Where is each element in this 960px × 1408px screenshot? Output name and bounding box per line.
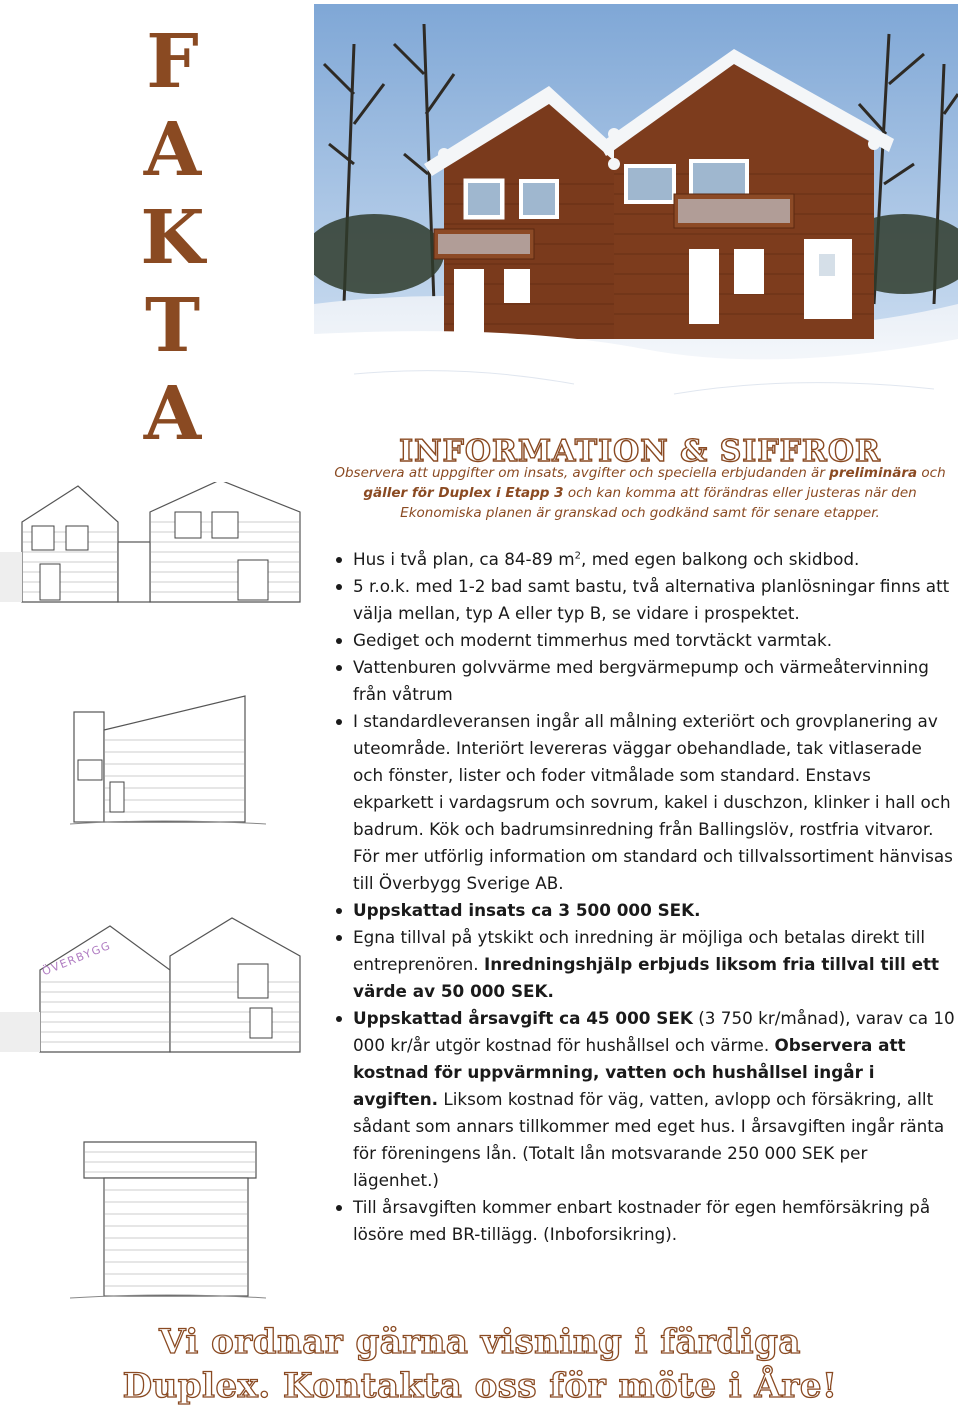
fact-emphasis: Observera att kostnad för uppvärmning, vatten och hushållsel ingår i avgiften. [353, 1035, 906, 1109]
fact-item [330, 546, 955, 573]
fact-text: (3 750 kr/månad), varav ca 10 000 kr/år utgör kostnad för hushållsel och värme. [353, 1008, 955, 1055]
fact-emphasis: Uppskattad årsavgift ca 45 000 SEK [353, 1008, 693, 1028]
fact-text: Egna tillval på ytskikt och inredning är möjliga och betalas direkt till entreprenören. [353, 927, 926, 974]
footer-line: Vi ordnar gärna visning i färdiga [159, 1322, 801, 1362]
fact-text: , med egen balkong och skidbod. [581, 549, 860, 569]
fact-text: Hus i två plan, ca 84-89 m [353, 549, 575, 569]
facts-list [330, 546, 955, 1248]
fact-text: Vattenburen golvvärme med bergvärmepump och värmeåtervinning från våtrum [353, 657, 929, 704]
fact-item [330, 627, 955, 654]
fact-text: 5 r.o.k. med 1-2 bad samt bastu, två alternativa planlösningar finns att välja mellan, typ A eller typ B, se vidare i prospektet. [353, 576, 950, 623]
fact-emphasis: Inredningshjälp erbjuds liksom fria tillval till ett värde av 50 000 SEK. [353, 954, 940, 1001]
footer-call-to-action [0, 1320, 960, 1408]
fact-item [330, 924, 955, 1005]
fact-item [330, 1194, 955, 1248]
side-elevation-drawing [70, 690, 266, 830]
house-in-snow-image [314, 4, 958, 422]
gable-elevation-drawing [70, 1134, 266, 1304]
fact-item [330, 573, 955, 627]
fact-text: I standardleveransen ingår all målning exteriört och grovplanering av uteområde. Interiört levereras väggar obehandlade, tak vitlaserade och fönster, lister och foder vitmålade som standard. Enstavs ekparkett i vardagsrum och sovrum, kakel i duschzon, klinker i hall och badrum. Kök och badrumsinredning från Ballingslöv, rostfria vitvaror. För mer utförlig information om standard och tillvalssortiment hänvisas till Överbygg Sverige AB. [353, 711, 953, 893]
fact-superscript: 2 [574, 550, 582, 562]
fact-item [330, 654, 955, 708]
info-heading: INFORMATION & SIFFROR [399, 434, 881, 469]
notice-emphasis: gäller för Duplex i Etapp 3 [363, 485, 564, 501]
fact-text: Liksom kostnad för väg, vatten, avlopp och försäkring, allt sådant som annars tillkommer med eget hus. I årsavgiften ingår ränta för föreningens lån. (Totalt lån motsvarande 250 000 SEK per lägenhet.) [353, 1089, 945, 1190]
fact-text: Till årsavgiften kommer enbart kostnader för egen hemförsäkring på lösöre med BR-tillägg. (Inboforsikring). [353, 1197, 931, 1244]
hero-photo [314, 4, 958, 422]
title-letter: A [143, 371, 203, 457]
fact-item [330, 1005, 955, 1194]
notice-emphasis: preliminära [829, 465, 918, 481]
preliminary-notice [330, 463, 950, 523]
brand-watermark: ÖVERBYGG [40, 938, 114, 979]
vertical-title [118, 18, 228, 458]
title-letter: K [140, 195, 206, 281]
fact-item [330, 708, 955, 897]
front-elevation-drawing [0, 482, 318, 608]
notice-text: Observera att uppgifter om insats, avgifter och speciella erbjudanden är [334, 465, 830, 481]
title-letter: T [144, 283, 202, 369]
fact-emphasis: Uppskattad insats ca 3 500 000 SEK. [353, 900, 701, 920]
notice-text: och [917, 465, 946, 481]
footer-line: Duplex. Kontakta oss för möte i Åre! [122, 1366, 838, 1406]
rear-elevation-drawing [0, 912, 318, 1060]
notice-text: och kan komma att förändras eller justeras när den Ekonomiska planen är granskad och godkänd samt för senare etapper. [400, 485, 917, 521]
title-letter: A [143, 107, 203, 193]
fact-text: Gediget och modernt timmerhus med torvtäckt varmtak. [353, 630, 833, 650]
title-letter: F [146, 19, 200, 105]
fact-item [330, 897, 955, 924]
